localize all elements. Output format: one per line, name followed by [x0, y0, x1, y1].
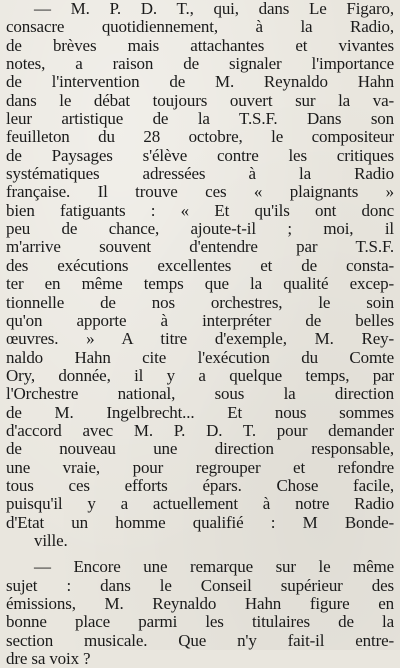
text-line: l'Orchestre national, sous la direction	[6, 385, 394, 404]
paragraph-figaro	[6, 0, 394, 550]
text-line: sujet : dans le Conseil supérieur des	[6, 576, 394, 595]
text-line: d'accord avec M. P. D. T. pour demander	[6, 421, 394, 440]
text-line: de M. Ingelbrecht... Et nous sommes	[6, 403, 394, 422]
text-line: bonne place parmi les titulaires de la	[6, 613, 394, 632]
text-line: de nouveau une direction responsable,	[6, 440, 394, 459]
text-line: leur artistique de la T.S.F. Dans son	[6, 110, 394, 129]
text-line: ter en même temps que la qualité excep-	[6, 275, 394, 294]
text-line: française. Il trouve ces « plaignants »	[6, 183, 394, 202]
text-line: — M. P. D. T., qui, dans Le Figaro,	[34, 0, 394, 18]
text-line: qu'on apporte à interpréter de belles	[6, 311, 394, 330]
text-line: consacre quotidiennement, à la Radio,	[6, 18, 394, 37]
text-line: ville.	[34, 531, 68, 550]
text-line: de l'intervention de M. Reynaldo Hahn	[6, 73, 394, 92]
text-line: naldo Hahn cite l'exécution du Comte	[6, 348, 394, 367]
text-line: m'arrive souvent d'entendre par T.S.F.	[6, 238, 394, 257]
text-line: œuvres. » A titre d'exemple, M. Rey-	[6, 330, 394, 349]
text-line: émissions, M. Reynaldo Hahn figure en	[6, 595, 394, 613]
text-line: tous ces efforts épars. Chose facile,	[6, 476, 394, 495]
text-line: de Paysages s'élève contre les critiques	[6, 146, 394, 165]
text-line: des exécutions excellentes et de consta-	[6, 256, 394, 275]
text-line: notes, a raison de signaler l'importance	[6, 55, 394, 74]
text-line: Ory, donnée, il y a quelque temps, par	[6, 366, 394, 385]
text-line: systématiques adressées à la Radio	[6, 165, 394, 184]
text-line: de brèves mais attachantes et vivantes	[6, 36, 394, 55]
text-line: dans le débat toujours ouvert sur la va-	[6, 91, 394, 110]
text-line: une vraie, pour regrouper et refondre	[6, 458, 394, 477]
text-line: bien fatiguants : « Et qu'ils ont donc	[6, 201, 394, 220]
paragraph-remarque	[6, 558, 394, 668]
text-line: puisqu'il y a actuellement à notre Radio	[6, 495, 394, 514]
text-line: peu de chance, ajoute-t-il ; moi, il	[6, 220, 394, 239]
text-line: d'Etat un homme qualifié : M Bonde-	[6, 513, 394, 532]
text-line: — Encore une remarque sur le même	[34, 558, 394, 577]
text-line: section musicale. Que n'y fait-il entre-	[6, 631, 394, 650]
text-line: dre sa voix ?	[6, 650, 91, 668]
text-line: tionnelle de nos orchestres, le soin	[6, 293, 394, 312]
text-line: feuilleton du 28 octobre, le compositeur	[6, 128, 394, 147]
